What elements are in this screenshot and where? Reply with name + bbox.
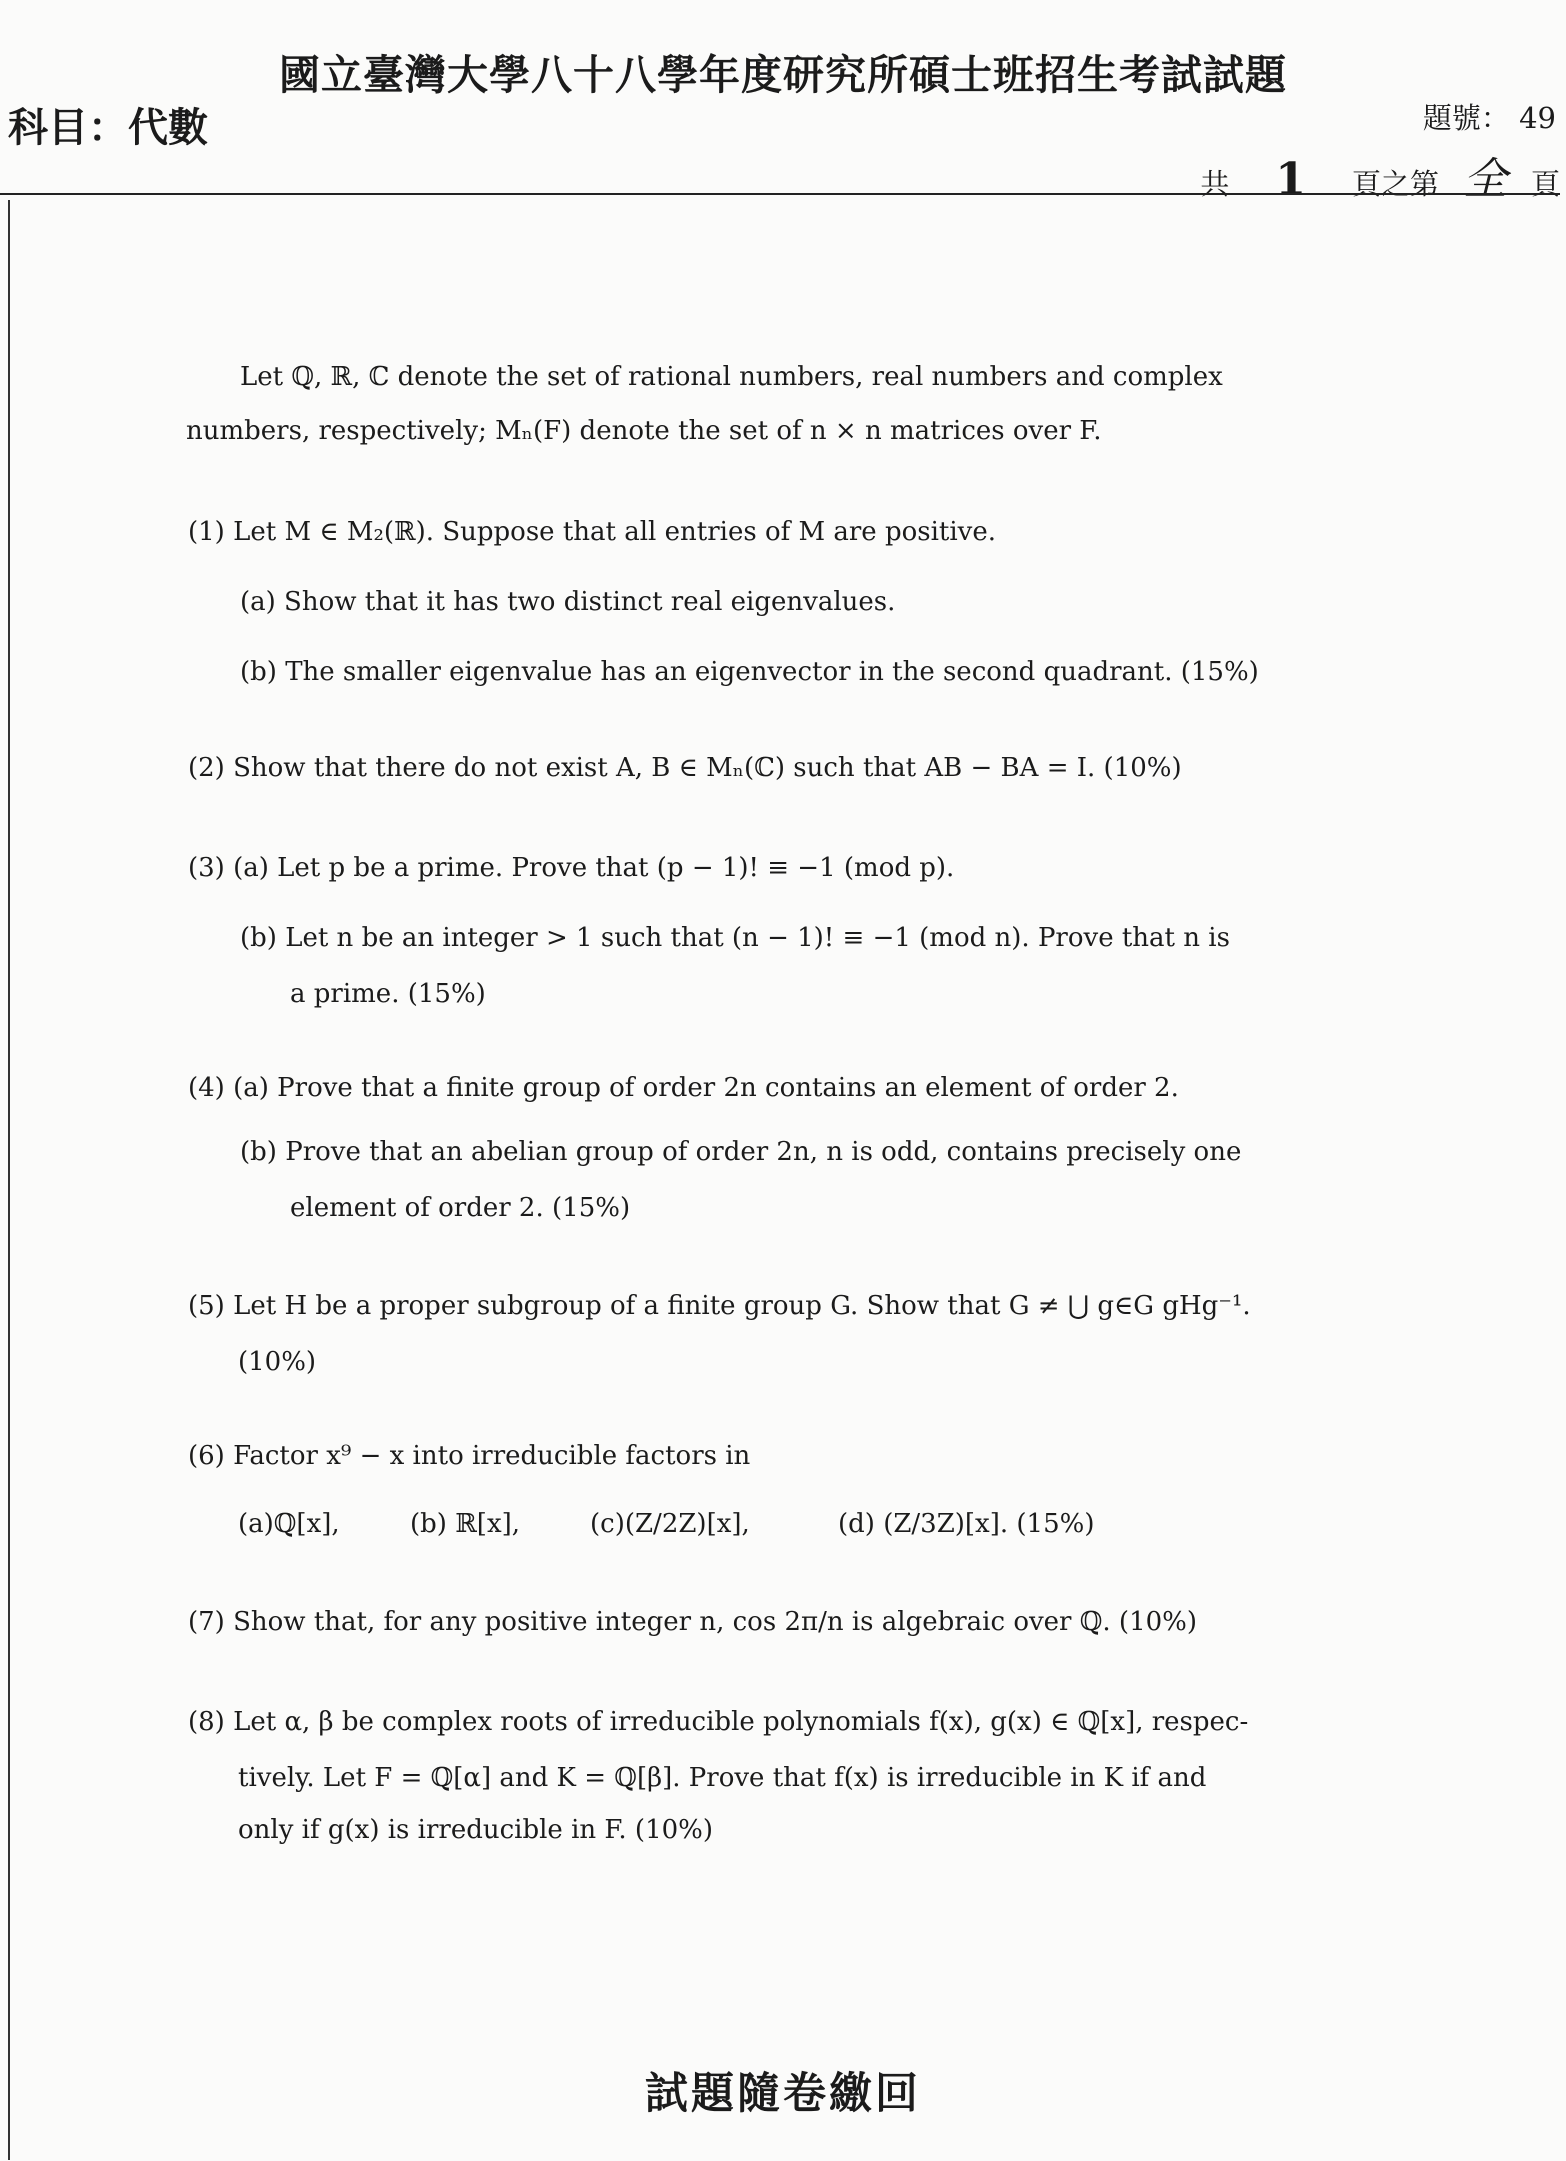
problem-1a: (a) Show that it has two distinct real eigenvalues. bbox=[240, 587, 896, 617]
problem-3b-line-2: a prime. (15%) bbox=[290, 979, 486, 1009]
problem-6c: (c)(Z/2Z)[x], bbox=[590, 1509, 750, 1539]
exam-title: 國立臺灣大學八十八學年度研究所碩士班招生考試試題 bbox=[279, 51, 1287, 99]
problem-5: (5) Let H be a proper subgroup of a finite group G. Show that G ≠ ⋃ g∈G gHg⁻¹. bbox=[188, 1291, 1251, 1321]
problem-4b-line-2: element of order 2. (15%) bbox=[290, 1193, 631, 1223]
problem-3a: (3) (a) Let p be a prime. Prove that (p − 1)! ≡ −1 (mod p). bbox=[188, 853, 955, 883]
problem-8-line-3: only if g(x) is irreducible in F. (10%) bbox=[238, 1815, 714, 1845]
question-number: 題號： 49 bbox=[1422, 101, 1556, 135]
pages-suffix: 頁 bbox=[1530, 167, 1560, 201]
return-exam-note: 試題隨卷繳回 bbox=[645, 2069, 921, 2119]
problem-5-percent: (10%) bbox=[238, 1347, 317, 1377]
problem-1b: (b) The smaller eigenvalue has an eigenvector in the second quadrant. (15%) bbox=[240, 657, 1259, 687]
problem-6b: (b) ℝ[x], bbox=[410, 1509, 521, 1539]
problem-8-line-2: tively. Let F = ℚ[α] and K = ℚ[β]. Prove that f(x) is irreducible in K if and bbox=[238, 1763, 1207, 1793]
problem-6a: (a)ℚ[x], bbox=[238, 1509, 340, 1539]
problem-7: (7) Show that, for any positive integer n, cos 2π/n is algebraic over ℚ. (10%) bbox=[188, 1607, 1197, 1637]
problem-4a: (4) (a) Prove that a finite group of order 2n contains an element of order 2. bbox=[188, 1073, 1179, 1103]
header-divider bbox=[0, 193, 1560, 195]
problem-6: (6) Factor x⁹ − x into irreducible factors in bbox=[188, 1441, 751, 1471]
intro-line-2: numbers, respectively; Mₙ(F) denote the set of n × n matrices over F. bbox=[186, 416, 1102, 446]
subject-label: 科目：代數 bbox=[8, 104, 208, 151]
problem-4b-line-1: (b) Prove that an abelian group of order 2n, n is odd, contains precisely one bbox=[240, 1137, 1242, 1167]
pages-total: 1 bbox=[1275, 154, 1306, 205]
pages-middle: 頁之第 bbox=[1351, 167, 1439, 201]
problem-6d: (d) (Z/3Z)[x]. (15%) bbox=[838, 1509, 1095, 1539]
problem-3b-line-1: (b) Let n be an integer > 1 such that (n − 1)! ≡ −1 (mod n). Prove that n is bbox=[240, 923, 1230, 953]
problem-2: (2) Show that there do not exist A, B ∈ Mₙ(ℂ) such that AB − BA = I. (10%) bbox=[188, 753, 1182, 783]
pages-current: 全 bbox=[1462, 154, 1507, 205]
problem-1: (1) Let M ∈ M₂(ℝ). Suppose that all entries of M are positive. bbox=[188, 517, 997, 547]
page-frame bbox=[8, 200, 1562, 2160]
pages-prefix: 共 bbox=[1200, 167, 1230, 201]
intro-line-1: Let ℚ, ℝ, ℂ denote the set of rational numbers, real numbers and complex bbox=[240, 362, 1223, 392]
problem-8-line-1: (8) Let α, β be complex roots of irreducible polynomials f(x), g(x) ∈ ℚ[x], respec- bbox=[188, 1707, 1249, 1737]
page-count-line bbox=[1200, 143, 1560, 207]
